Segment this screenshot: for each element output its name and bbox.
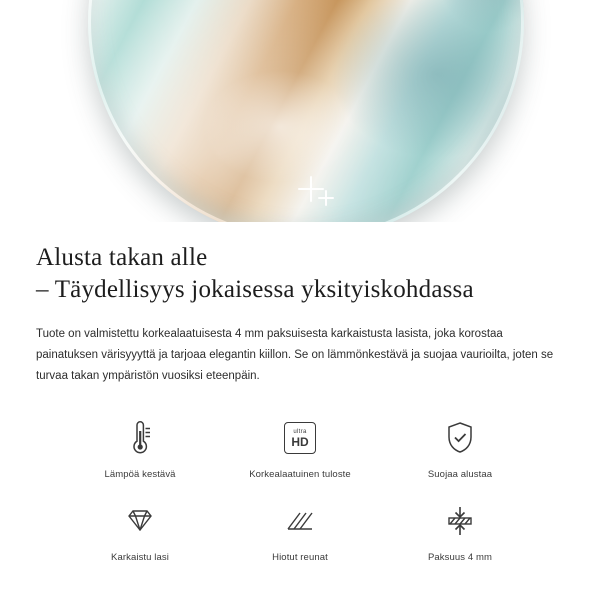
feature-label: Korkealaatuinen tuloste: [249, 469, 351, 480]
feature-item-surface-protection: [380, 417, 540, 480]
thermometer-icon: [123, 417, 157, 459]
hero-image: [0, 0, 600, 222]
feature-label: Suojaa alustaa: [427, 469, 493, 480]
shield-check-icon: [444, 417, 476, 459]
feature-label: Paksuus 4 mm: [427, 552, 493, 563]
description-paragraph: Tuote on valmistettu korkealaatuisesta 4 mm paksuisesta karkaistusta lasista, joka korostaa painatuksen värisyyyttä ja tarjoaa elegantin kiillon. Se on lämmönkestävä ja suojaa vaurioilta, joten se turvaa takan ympäristön vuosiksi eteenpäin.: [36, 328, 554, 382]
feature-label: Karkaistu lasi: [111, 552, 169, 563]
diamond-icon: [122, 500, 158, 542]
feature-item-thickness: [380, 500, 540, 563]
page-title: [36, 242, 564, 306]
ultra-hd-badge-bottom: HD: [291, 434, 309, 449]
page-title-line-1: Alusta takan alle: [36, 244, 208, 271]
page-title-line-2: – Täydellisyys jokaisessa yksityiskohdassa: [36, 276, 474, 303]
thickness-icon: [443, 500, 477, 542]
round-glass-plate-image: [88, 0, 524, 222]
feature-item-polished-edges: [220, 500, 380, 563]
feature-grid: [36, 417, 564, 563]
ultra-hd-icon: [284, 417, 316, 459]
ultra-hd-badge-top: ultra: [293, 428, 307, 435]
feature-label: Lämpöä kestävä: [104, 469, 176, 480]
text-content: [0, 242, 600, 563]
polished-edges-icon: [282, 500, 318, 542]
feature-label: Hiotut reunat: [272, 552, 328, 563]
feature-item-tempered-glass: [60, 500, 220, 563]
feature-item-heat-resistant: [60, 417, 220, 480]
feature-item-print-quality: [220, 417, 380, 480]
